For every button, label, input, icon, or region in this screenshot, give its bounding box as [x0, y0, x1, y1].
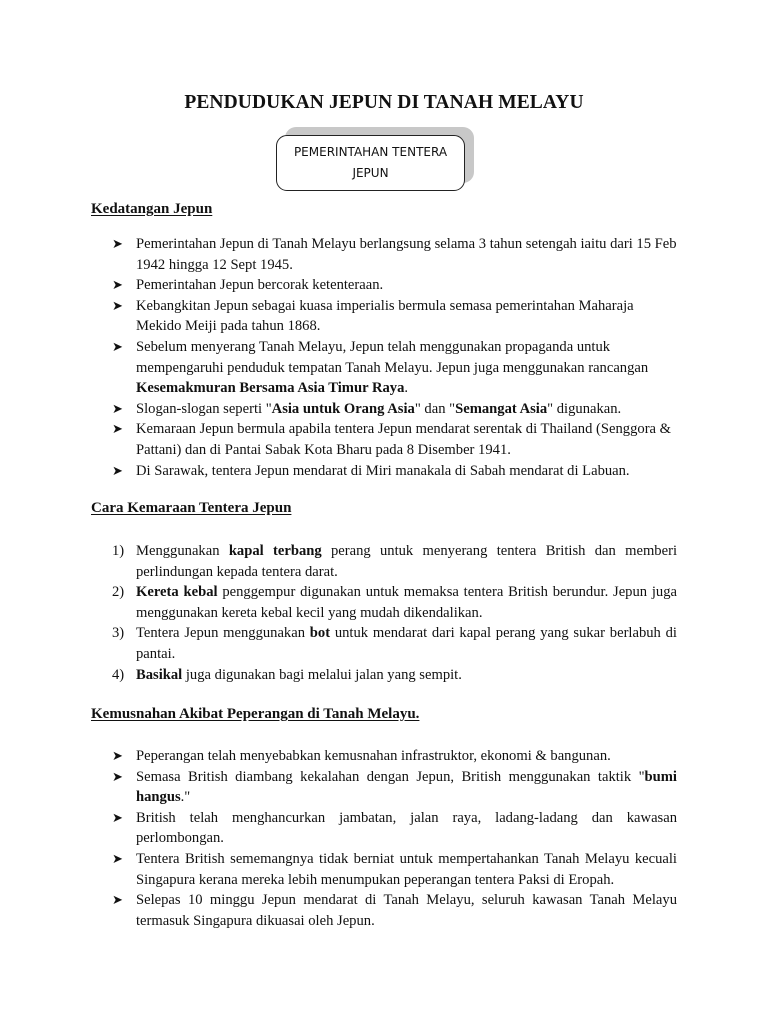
section-heading-kedatangan: Kedatangan Jepun	[91, 201, 213, 217]
list-number: 2)	[112, 584, 125, 601]
arrowhead-bullet-icon: ➤	[112, 338, 123, 354]
arrowhead-bullet-icon: ➤	[112, 809, 123, 825]
arrowhead-bullet-icon: ➤	[112, 297, 123, 313]
list-item: ➤ Pemerintahan Jepun bercorak ketenteraan.	[0, 275, 677, 296]
list-item: ➤ Peperangan telah menyebabkan kemusnahan infrastruktor, ekonomi & bangunan.	[0, 746, 677, 767]
arrowhead-bullet-icon: ➤	[112, 277, 123, 293]
arrowhead-bullet-icon: ➤	[112, 768, 123, 784]
section-heading-cara: Cara Kemaraan Tentera Jepun	[91, 500, 292, 516]
list-kemusnahan	[0, 746, 677, 931]
list-item: ➤ Tentera British sememangnya tidak berniat untuk mempertahankan Tanah Melayu kecuali Singapura kerana mereka lebih menumpukan peperangan tentera Paksi di Eropah.	[112, 850, 677, 888]
list-item: 3) Tentera Jepun menggunakan bot untuk mendarat dari kapal perang yang sukar berlabuh di pantai.	[112, 625, 677, 662]
list-item: 2) Kereta kebal penggempur digunakan untuk memaksa tentera British berundur. Jepun juga menggunakan kereta kebal kecil yang mudah dikendalikan.	[112, 584, 677, 621]
list-number: 4)	[112, 666, 125, 683]
arrowhead-bullet-icon: ➤	[112, 400, 123, 416]
list-item: ➤ Selepas 10 minggu Jepun mendarat di Tanah Melayu, seluruh kawasan Tanah Melayu termasuk Singapura dikuasai oleh Jepun.	[112, 892, 677, 929]
arrowhead-bullet-icon: ➤	[112, 892, 123, 908]
arrowhead-bullet-icon: ➤	[112, 748, 123, 763]
arrowhead-bullet-icon: ➤	[112, 462, 123, 478]
list-item: ➤ Di Sarawak, tentera Jepun mendarat di Miri manakala di Sabah mendarat di Labuan.	[0, 461, 677, 482]
page-title: PENDUDUKAN JEPUN DI TANAH MELAYU	[184, 92, 584, 113]
list-item: ➤ Pemerintahan Jepun di Tanah Melayu berlangsung selama 3 tahun setengah iaitu dari 15 Feb 1942 hingga 12 Sept 1945.	[112, 236, 677, 273]
list-item: ➤ Slogan-slogan seperti "Asia untuk Orang Asia" dan "Semangat Asia" digunakan.	[0, 399, 677, 420]
list-kedatangan	[0, 234, 677, 481]
list-item: ➤ Semasa British diambang kekalahan dengan Jepun, British menggunakan taktik "bumi hangus."	[112, 768, 677, 806]
list-item: ➤ Kemaraan Jepun bermula apabila tentera Jepun mendarat serentak di Thailand (Senggora & Pattani) dan di Pantai Sabak Kota Bharu pada 8 Disember 1941.	[112, 421, 672, 458]
list-cara	[0, 541, 677, 685]
list-item: ➤ Kebangkitan Jepun sebagai kuasa imperialis bermula semasa pemerintahan Maharaja Mekido Meiji pada tahun 1868.	[112, 297, 634, 335]
text-box	[276, 135, 465, 191]
section-heading-kemusnahan: Kemusnahan Akibat Peperangan di Tanah Melayu.	[91, 706, 420, 722]
list-item: ➤ British telah menghancurkan jambatan, jalan raya, ladang-ladang dan kawasan perlombongan.	[112, 809, 677, 847]
arrowhead-bullet-icon: ➤	[112, 850, 123, 866]
list-item: ➤ Sebelum menyerang Tanah Melayu, Jepun telah menggunakan propaganda untuk mempengaruhi penduduk tempatan Tanah Melayu. Jepun juga menggunakan rancangan Kesemakmuran Bersama Asia Timur Raya.	[112, 338, 649, 397]
list-number: 1)	[112, 543, 125, 559]
text-box-label: PEMERINTAHAN TENTERA JEPUN	[293, 145, 448, 180]
arrowhead-bullet-icon: ➤	[112, 236, 123, 251]
list-item: 4) Basikal juga digunakan bagi melalui jalan yang sempit.	[0, 665, 677, 686]
list-number: 3)	[112, 625, 125, 642]
list-item: 1) Menggunakan kapal terbang perang untuk menyerang tentera British dan memberi perlindungan kepada tentera darat.	[112, 543, 678, 580]
arrowhead-bullet-icon: ➤	[112, 421, 123, 437]
